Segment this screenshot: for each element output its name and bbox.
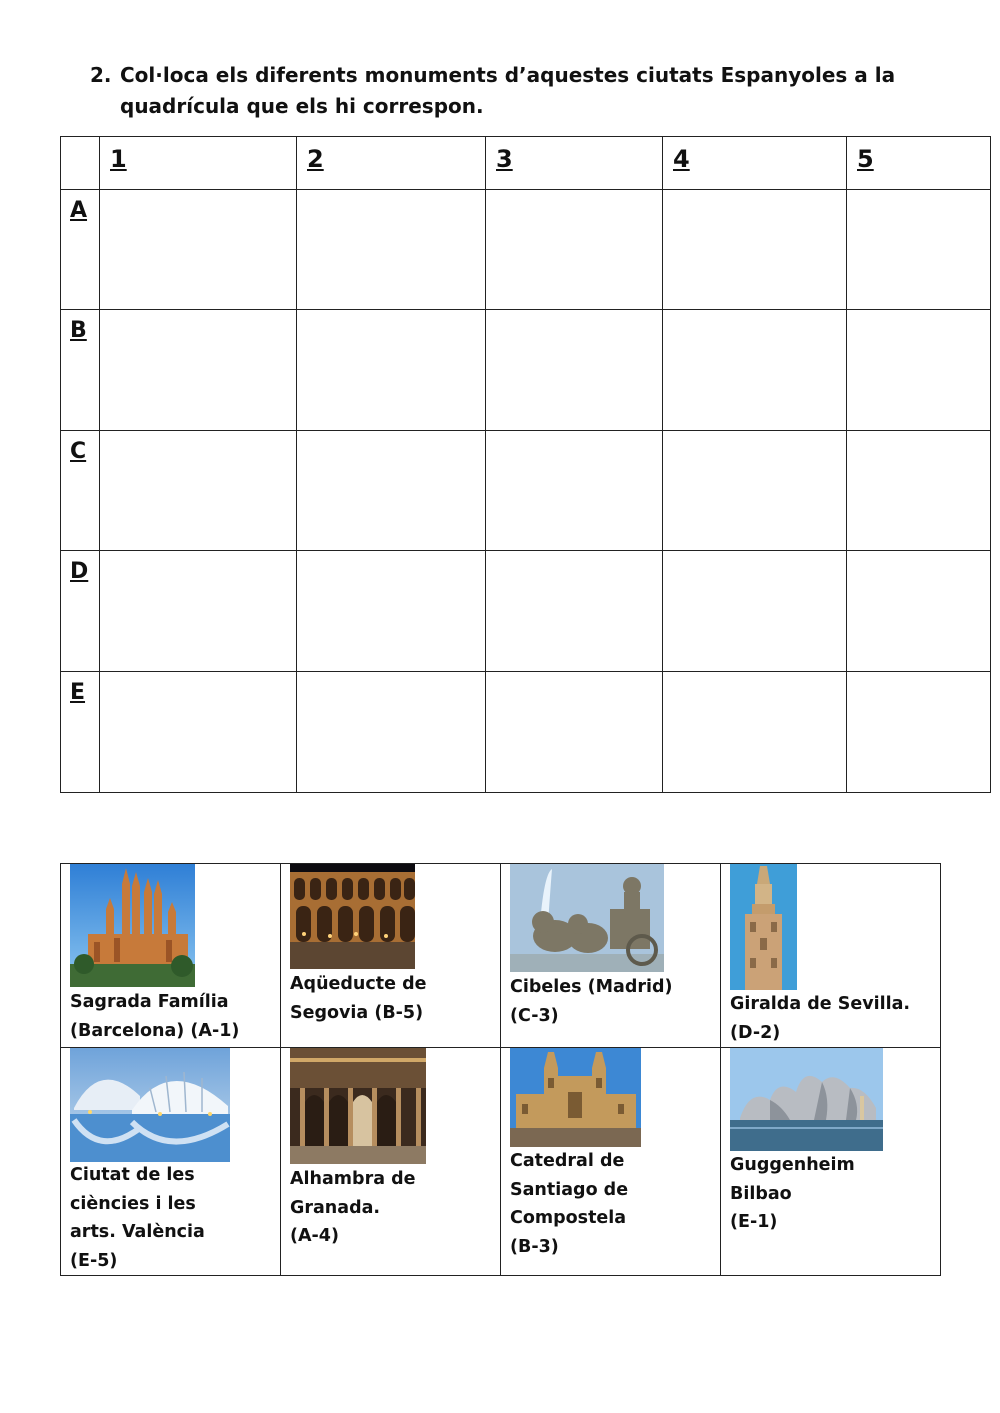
caption-line: Alhambra de (290, 1169, 416, 1189)
grid-row-d (61, 551, 991, 672)
grid-cell-b3[interactable] (486, 310, 663, 431)
caption-line: (E-1) (730, 1212, 778, 1232)
instruction-number: 2. (90, 63, 112, 87)
caption-line: Segovia (B-5) (290, 1002, 424, 1023)
row-header-c: C (61, 431, 100, 551)
ciutat-arts-ciencies-photo (70, 1048, 230, 1162)
column-header-2: 2 (297, 137, 486, 190)
sagrada-familia-photo (70, 864, 195, 987)
grid-cell-b1[interactable] (100, 310, 297, 431)
caption-line: ciències i les (70, 1193, 196, 1214)
caption-line: (E-5) (70, 1250, 118, 1271)
grid-cell-e1[interactable] (100, 672, 297, 793)
row-header-a: A (61, 190, 100, 310)
instruction-text: Col·loca els diferents monuments d’aquestes ciutats Espanyoles a la quadrícula que els hi correspon. (120, 63, 896, 118)
monument-caption (70, 988, 239, 1045)
grid-row-a (61, 190, 991, 310)
caption-line: Aqüeducte de (290, 974, 427, 994)
column-header-1: 1 (100, 137, 297, 190)
caption-line: Compostela (510, 1208, 627, 1228)
caption-line: Granada. (290, 1197, 381, 1218)
monument-caption (70, 1161, 205, 1275)
monument-card-cibeles[interactable] (501, 864, 721, 1048)
monument-card-guggenheim[interactable] (721, 1048, 941, 1276)
alhambra-photo (290, 1048, 426, 1164)
guggenheim-photo (730, 1048, 883, 1151)
grid-cell-a5[interactable] (847, 190, 991, 310)
caption-line: Bilbao (730, 1183, 792, 1204)
catedral-santiago-photo (510, 1048, 641, 1147)
caption-line: (C-3) (510, 1005, 559, 1026)
caption-line: Cibeles (Madrid) (510, 977, 673, 997)
monuments-table (60, 863, 941, 1276)
caption-line: arts. València (70, 1222, 205, 1242)
grid-cell-b2[interactable] (297, 310, 486, 431)
caption-line: (Barcelona) (A-1) (70, 1020, 240, 1041)
caption-line: (D-2) (730, 1022, 781, 1043)
monument-card-aqueducte-segovia[interactable] (281, 864, 501, 1048)
monument-caption (510, 973, 673, 1030)
grid-cell-d2[interactable] (297, 551, 486, 672)
row-header-b: B (61, 310, 100, 431)
cibeles-photo (510, 864, 664, 972)
grid-cell-b4[interactable] (663, 310, 847, 431)
monument-card-alhambra[interactable] (281, 1048, 501, 1276)
grid-cell-a2[interactable] (297, 190, 486, 310)
caption-line: (B-3) (510, 1236, 559, 1257)
monument-caption (730, 1151, 855, 1237)
grid-cell-a3[interactable] (486, 190, 663, 310)
grid-row-c (61, 431, 991, 551)
column-header-5: 5 (847, 137, 991, 190)
monument-card-sagrada-familia[interactable] (61, 864, 281, 1048)
monument-card-giralda[interactable] (721, 864, 941, 1048)
grid-corner-cell (61, 137, 100, 190)
grid-header-row (61, 137, 991, 190)
monument-card-ciutat-arts[interactable] (61, 1048, 281, 1276)
grid-cell-e5[interactable] (847, 672, 991, 793)
grid-cell-a4[interactable] (663, 190, 847, 310)
caption-line: Santiago de (510, 1179, 629, 1200)
giralda-photo (730, 864, 797, 990)
row-header-d: D (61, 551, 100, 672)
row-header-e: E (61, 672, 100, 793)
monument-card-catedral-santiago[interactable] (501, 1048, 721, 1276)
monument-caption (730, 990, 910, 1047)
caption-line: (A-4) (290, 1226, 339, 1246)
column-header-3: 3 (486, 137, 663, 190)
monument-caption (290, 970, 426, 1027)
grid-cell-e2[interactable] (297, 672, 486, 793)
grid-cell-d1[interactable] (100, 551, 297, 672)
grid-row-e (61, 672, 991, 793)
grid-cell-e4[interactable] (663, 672, 847, 793)
grid-cell-c1[interactable] (100, 431, 297, 551)
aqueduct-segovia-photo (290, 864, 415, 969)
caption-line: Giralda de Sevilla. (730, 994, 911, 1014)
answer-grid (60, 136, 991, 793)
grid-cell-e3[interactable] (486, 672, 663, 793)
grid-cell-c5[interactable] (847, 431, 991, 551)
grid-cell-d4[interactable] (663, 551, 847, 672)
caption-line: Guggenheim (730, 1155, 855, 1175)
grid-cell-c2[interactable] (297, 431, 486, 551)
grid-row-b (61, 310, 991, 431)
caption-line: Ciutat de les (70, 1165, 195, 1185)
grid-cell-d3[interactable] (486, 551, 663, 672)
monument-caption (290, 1165, 416, 1251)
grid-cell-c3[interactable] (486, 431, 663, 551)
grid-cell-a1[interactable] (100, 190, 297, 310)
grid-cell-c4[interactable] (663, 431, 847, 551)
grid-cell-b5[interactable] (847, 310, 991, 431)
monument-caption (510, 1147, 628, 1261)
caption-line: Catedral de (510, 1151, 625, 1171)
caption-line: Sagrada Família (70, 992, 229, 1012)
column-header-4: 4 (663, 137, 847, 190)
grid-cell-d5[interactable] (847, 551, 991, 672)
